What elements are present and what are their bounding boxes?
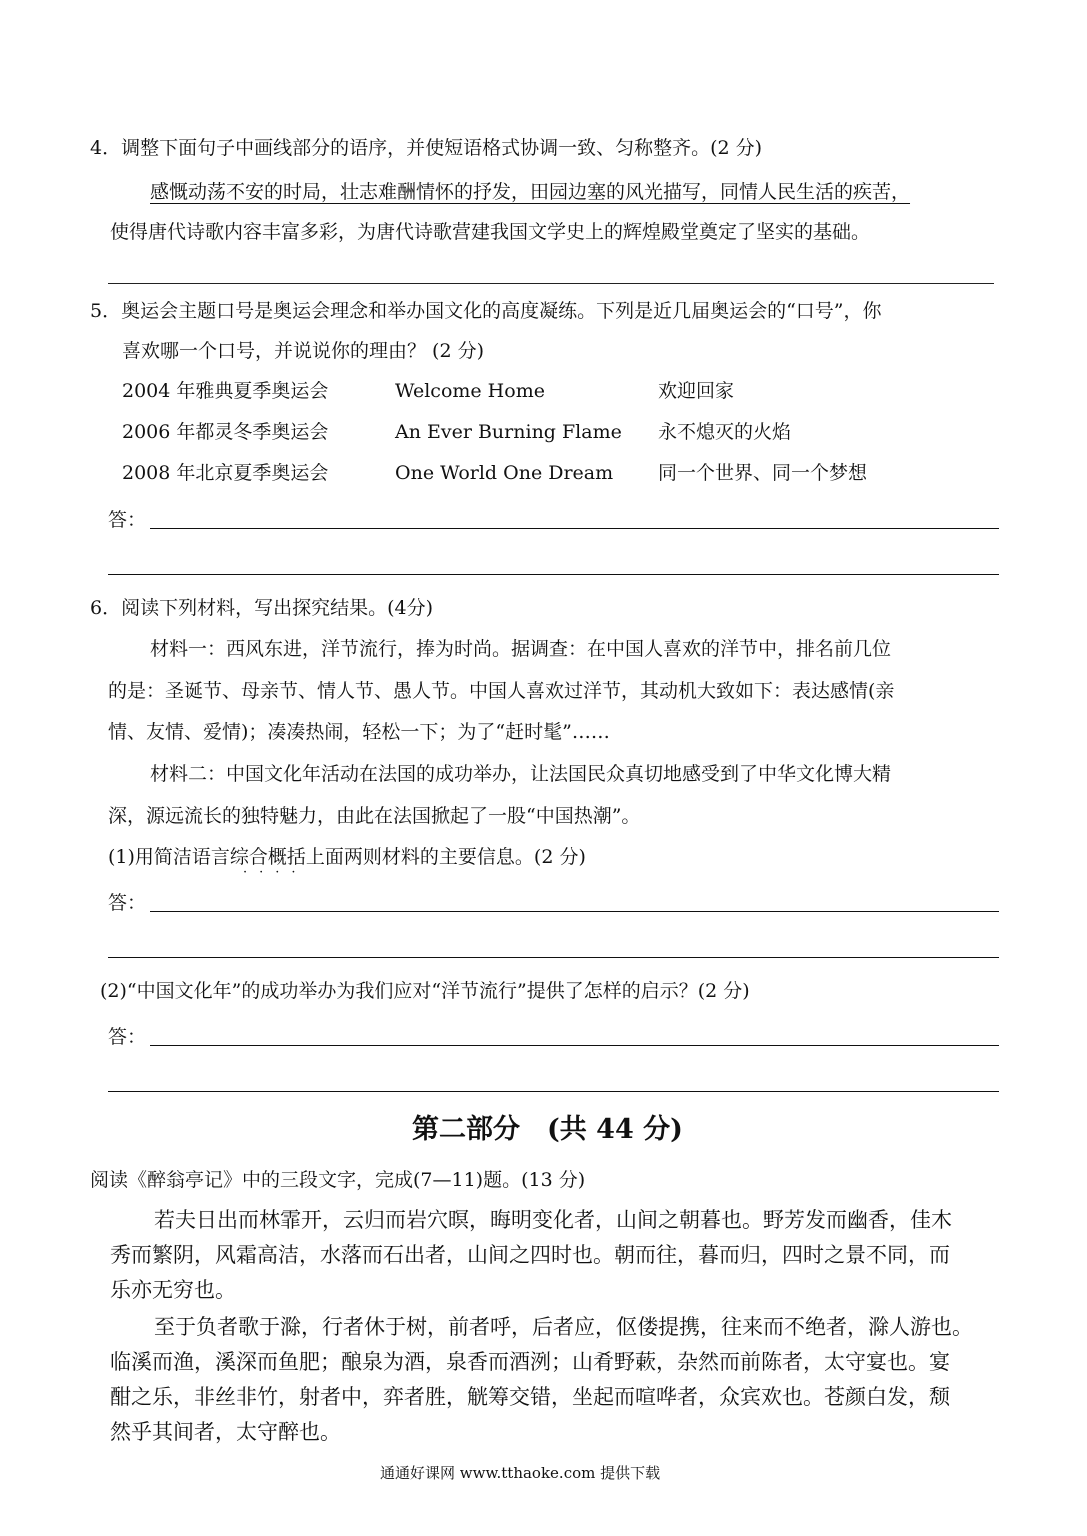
passage-para1-line2: 秀而繁阴，风霜高洁，水落而石出者，山间之四时也。朝而往，暮而归，四时之景不同，而	[110, 1243, 950, 1267]
q4-answer-line	[108, 283, 994, 284]
slogan-english: Welcome Home	[395, 380, 545, 402]
q4-stem: 4．调整下面句子中画线部分的语序，并使短语格式协调一致、匀称整齐。(2 分)	[90, 137, 763, 159]
q4-sentence-rest: 使得唐代诗歌内容丰富多彩，为唐代诗歌营建我国文学史上的辉煌殿堂奠定了坚实的基础。	[110, 221, 871, 243]
q6-material2-line2: 深，源远流长的独特魅力，由此在法国掀起了一股“中国热潮”。	[108, 805, 641, 827]
q6-sub2: (2)“中国文化年”的成功举办为我们应对“洋节流行”提供了怎样的启示？(2 分)	[100, 980, 750, 1002]
q6-material1-line3: 情、友情、爱情)；凑凑热闹，轻松一下；为了“赶时髦”……	[108, 721, 610, 743]
part2-intro: 阅读《醉翁亭记》中的三段文字，完成(7—11)题。(13 分)	[90, 1169, 586, 1191]
slogan-chinese: 欢迎回家	[658, 380, 735, 402]
q4-underlined-sentence: 感慨动荡不安的时局，壮志难酬情怀的抒发，田园边塞的风光描写，同情人民生活的疾苦，	[150, 181, 911, 203]
passage-para1-line3: 乐亦无穷也。	[110, 1278, 236, 1302]
q5-stem-line2: 喜欢哪一个口号，并说说你的理由？ (2 分)	[122, 340, 484, 362]
q6-stem: 6．阅读下列材料，写出探究结果。(4分)	[90, 597, 434, 619]
slogan-games: 2008 年北京夏季奥运会	[122, 462, 329, 484]
slogan-games: 2004 年雅典夏季奥运会	[122, 380, 329, 402]
slogan-english: An Ever Burning Flame	[395, 421, 622, 443]
q6-sub1-answer-line-2	[108, 957, 999, 958]
page-footer: 通通好课网 www.tthaoke.com 提供下载	[380, 1464, 661, 1482]
slogan-english: One World One Dream	[395, 462, 614, 484]
emphasis-dots: ····	[243, 865, 308, 880]
passage-para2-line2: 临溪而渔，溪深而鱼肥；酿泉为酒，泉香而酒洌；山肴野蔌，杂然而前陈者，太守宴也。宴	[110, 1350, 950, 1374]
part2-heading: 第二部分 (共 44 分)	[412, 1114, 683, 1145]
slogan-chinese: 永不熄灭的火焰	[658, 421, 792, 443]
passage-para2-line4: 然乎其间者，太守醉也。	[110, 1420, 341, 1444]
q6-sub1-answer-line-1	[150, 911, 999, 912]
passage-para1-line1: 若夫日出而林霏开，云归而岩穴暝，晦明变化者，山间之朝暮也。野芳发而幽香，佳木	[154, 1208, 952, 1232]
q6-material1-line1: 材料一：西风东进，洋节流行，捧为时尚。据调查：在中国人喜欢的洋节中，排名前几位	[150, 638, 892, 660]
q6-material2-line1: 材料二：中国文化年活动在法国的成功举办，让法国民众真切地感受到了中华文化博大精	[150, 763, 892, 785]
slogan-chinese: 同一个世界、同一个梦想	[658, 462, 868, 484]
q5-answer-label: 答：	[108, 509, 147, 531]
q6-material1-line2: 的是：圣诞节、母亲节、情人节、愚人节。中国人喜欢过洋节，其动机大致如下：表达感情(亲	[108, 680, 895, 702]
passage-para2-line1: 至于负者歌于滁，行者休于树，前者呼，后者应，伛偻提携，往来而不绝者，滁人游也。	[154, 1315, 973, 1339]
q6-sub2-answer-label: 答：	[108, 1026, 147, 1048]
q5-answer-line-2	[108, 574, 999, 575]
q6-sub2-answer-line-2	[108, 1091, 999, 1092]
slogan-games: 2006 年都灵冬季奥运会	[122, 421, 329, 443]
passage-para2-line3: 酣之乐，非丝非竹，射者中，弈者胜，觥筹交错，坐起而喧哗者，众宾欢也。苍颜白发，颓	[110, 1385, 950, 1409]
q5-stem-line1: 5．奥运会主题口号是奥运会理念和举办国文化的高度凝练。下列是近几届奥运会的“口号”，你	[90, 300, 882, 322]
q6-sub1: (1)用简洁语言综合概括上面两则材料的主要信息。(2 分)	[108, 846, 586, 868]
q6-sub1-answer-label: 答：	[108, 892, 147, 914]
q6-sub2-answer-line-1	[150, 1045, 999, 1046]
q5-answer-line-1	[150, 528, 999, 529]
